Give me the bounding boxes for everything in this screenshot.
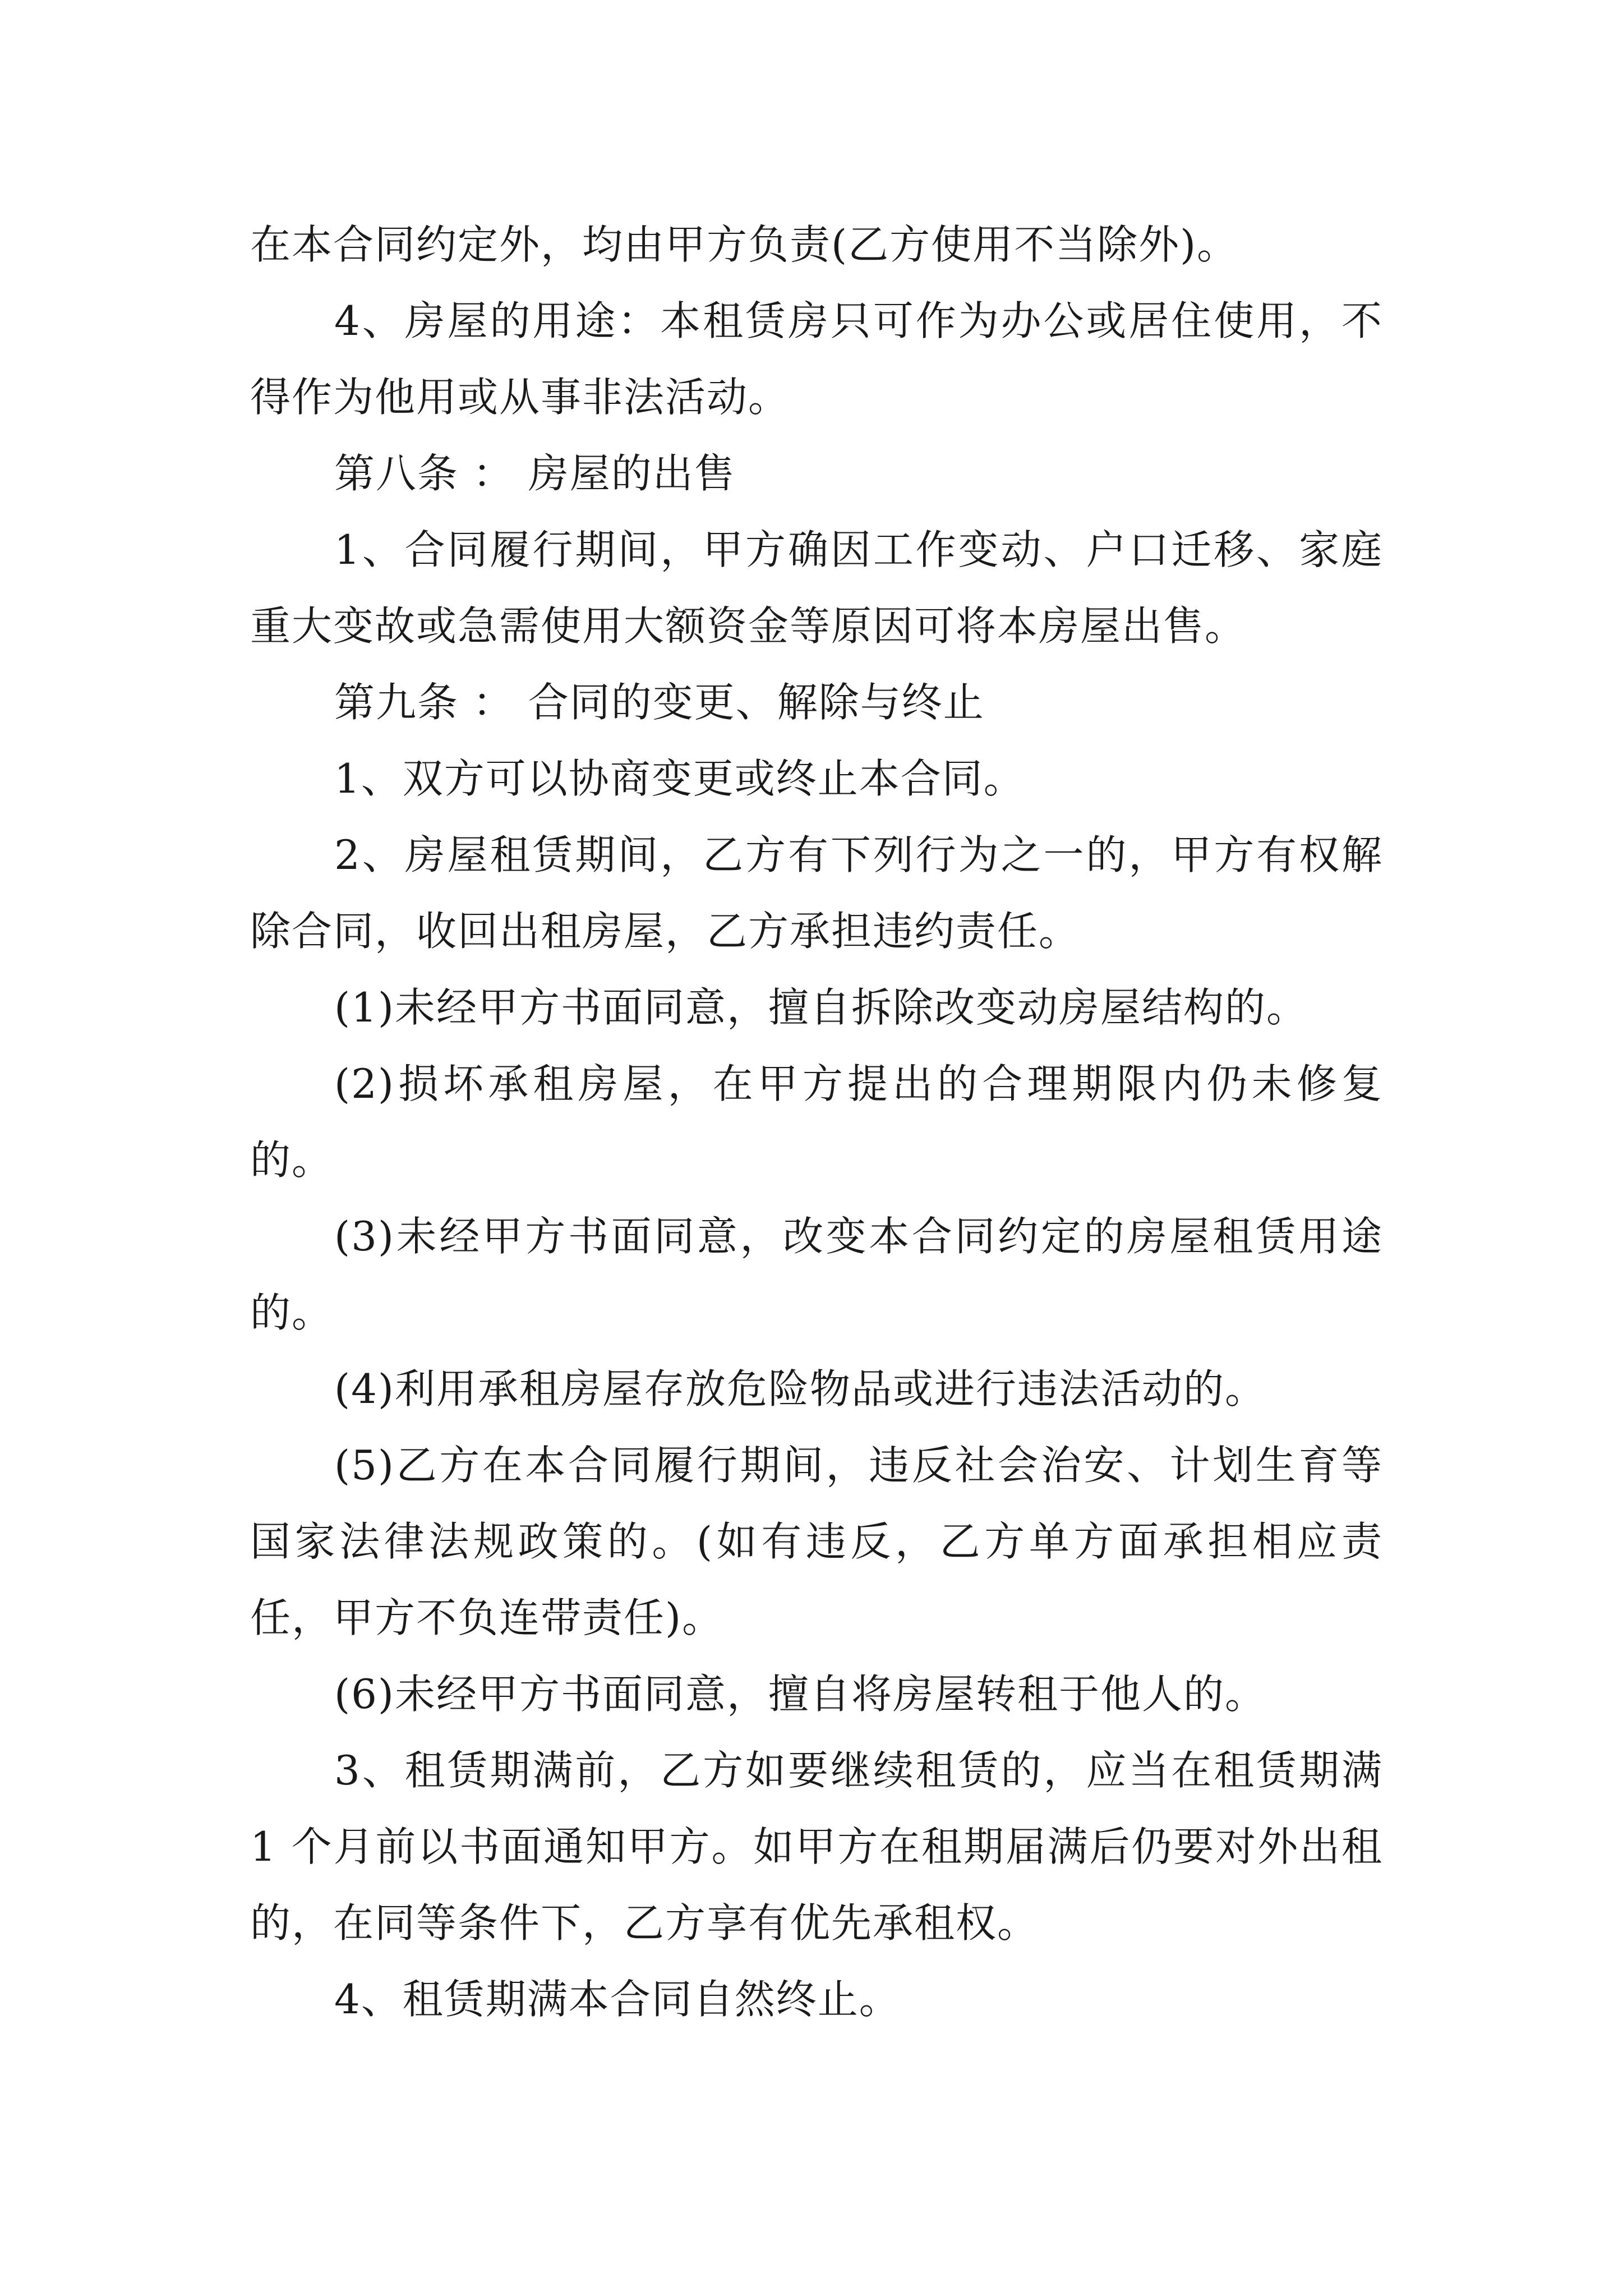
list-item-6: (6)未经甲方书面同意，擅自将房屋转租于他人的。 <box>334 1671 1266 1718</box>
document-body <box>250 206 1383 2037</box>
list-item-5: (5)乙方在本合同履行期间，违反社会治安、计划生育等国家法律法规政策的。(如有违反，乙方单方面承担相应责任，甲方不负连带责任)。 <box>250 1442 1383 1641</box>
paragraph-change-clause-1: 1、双方可以协商变更或终止本合同。 <box>334 755 1025 802</box>
paragraph-change-clause-4: 4、租赁期满本合同自然终止。 <box>334 1976 901 2023</box>
list-item-2: (2)损坏承租房屋，在甲方提出的合理期限内仍未修复的。 <box>250 1060 1383 1184</box>
paragraph-change-clause-3: 3、租赁期满前，乙方如要继续租赁的，应当在租赁期满 1 个月前以书面通知甲方。如甲方在租期届满后仍要对外出租的，在同等条件下，乙方享有优先承租权。 <box>250 1747 1383 1947</box>
list-item-3: (3)未经甲方书面同意，改变本合同约定的房屋租赁用途的。 <box>250 1213 1383 1336</box>
section-heading-article-8: 第八条 ： 房屋的出售 <box>334 450 736 497</box>
paragraph-continuation: 在本合同约定外，均由甲方负责(乙方使用不当除外)。 <box>250 221 1239 268</box>
list-item-4: (4)利用承租房屋存放危险物品或进行违法活动的。 <box>334 1365 1266 1412</box>
section-heading-article-9: 第九条 ： 合同的变更、解除与终止 <box>334 679 985 726</box>
list-item-1: (1)未经甲方书面同意，擅自拆除改变动房屋结构的。 <box>334 984 1308 1031</box>
paragraph-change-clause-2: 2、房屋租赁期间，乙方有下列行为之一的，甲方有权解除合同，收回出租房屋，乙方承担违约责任。 <box>250 831 1383 955</box>
paragraph-sale-clause-1: 1、合同履行期间，甲方确因工作变动、户口迁移、家庭重大变故或急需使用大额资金等原因可将本房屋出售。 <box>250 526 1383 650</box>
paragraph-house-usage: 4、房屋的用途：本租赁房只可作为办公或居住使用，不得作为他用或从事非法活动。 <box>250 297 1383 421</box>
